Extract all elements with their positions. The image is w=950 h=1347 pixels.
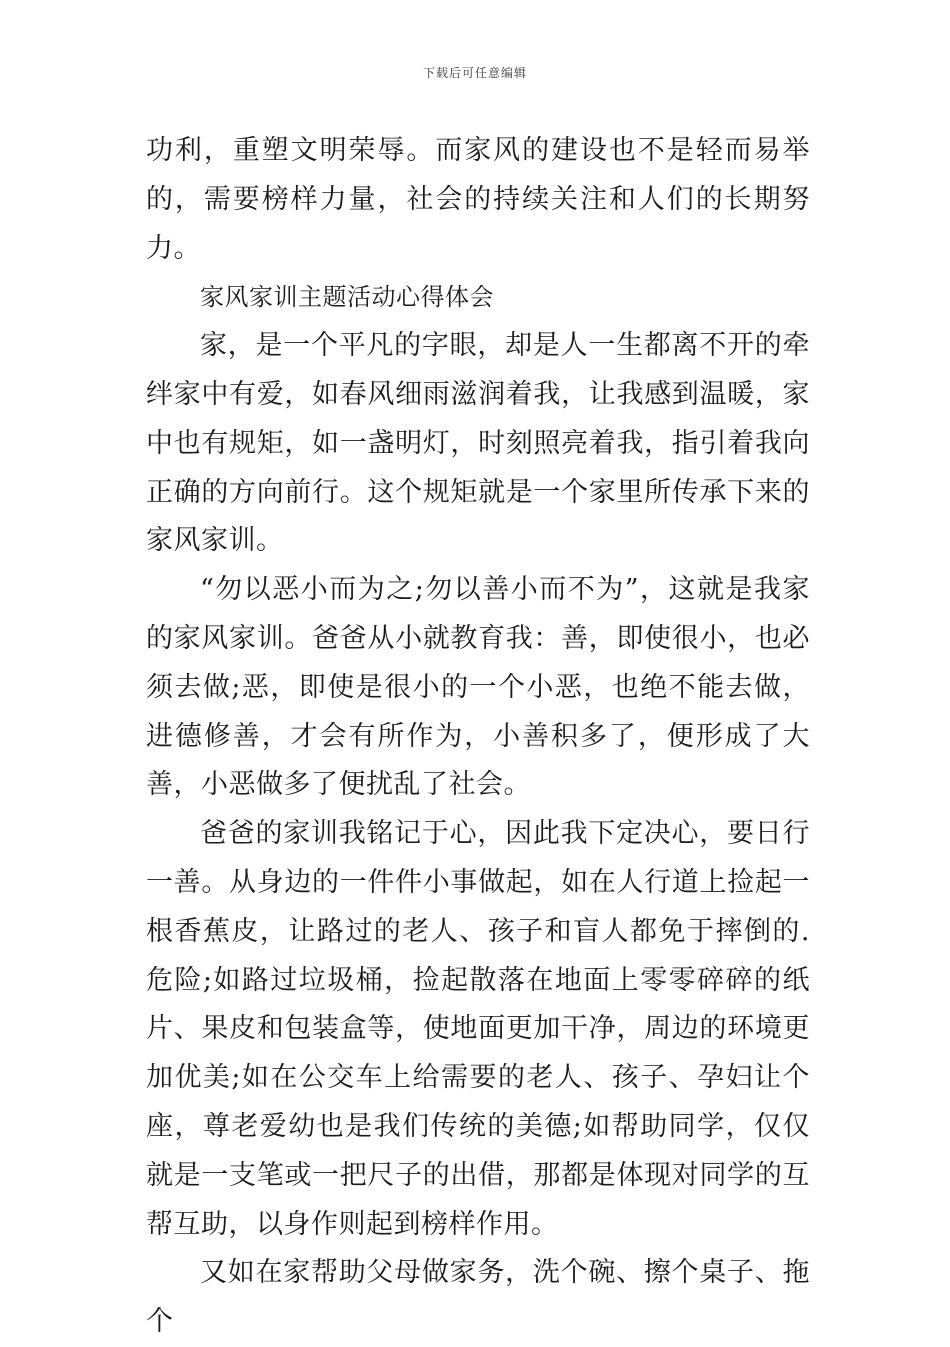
section-title: 家风家训主题活动心得体会 (200, 283, 494, 312)
paragraph: “勿以恶小而为之;勿以善小而不为”，这就是我家的家风家训。爸爸从小就教育我：善，即使很小，也必须去做;恶，即使是很小的一个小恶，也绝不能去做，进德修善，才会有所作为，小善积多了，便形成了大善，小恶做多了便扰乱了社会。 (146, 574, 810, 801)
paragraph: 爸爸的家训我铭记于心，因此我下定决心，要日行一善。从身边的一件件小事做起，如在人行道上捡起一根香蕉皮，让路过的老人、孩子和盲人都免于摔倒的.危险;如路过垃圾桶，捡起散落在地面上零零碎碎的纸片、果皮和包装盒等，使地面更加干净，周边的环境更加优美;如在公交车上给需要的老人、孩子、孕妇让个座，尊老爱幼也是我们传统的美德;如帮助同学，仅仅就是一支笔或一把尺子的出借，那都是体现对同学的互帮互助，以身作则起到榜样作用。 (146, 818, 810, 1240)
page-header-note: 下载后可任意编辑 (422, 66, 527, 80)
paragraph-continuation: 功利，重塑文明荣辱。而家风的建设也不是轻而易举的，需要榜样力量，社会的持续关注和人们的长期努力。 (146, 135, 810, 264)
paragraph: 家，是一个平凡的字眼，却是人一生都离不开的牵绊家中有爱，如春风细雨滋润着我，让我感到温暖，家中也有规矩，如一盏明灯，时刻照亮着我，指引着我向正确的方向前行。这个规矩就是一个家里所传承下来的家风家训。 (146, 330, 810, 557)
document-body (146, 127, 810, 1347)
paragraph: 又如在家帮助父母做家务，洗个碗、擦个桌子、拖个 (146, 1257, 810, 1338)
